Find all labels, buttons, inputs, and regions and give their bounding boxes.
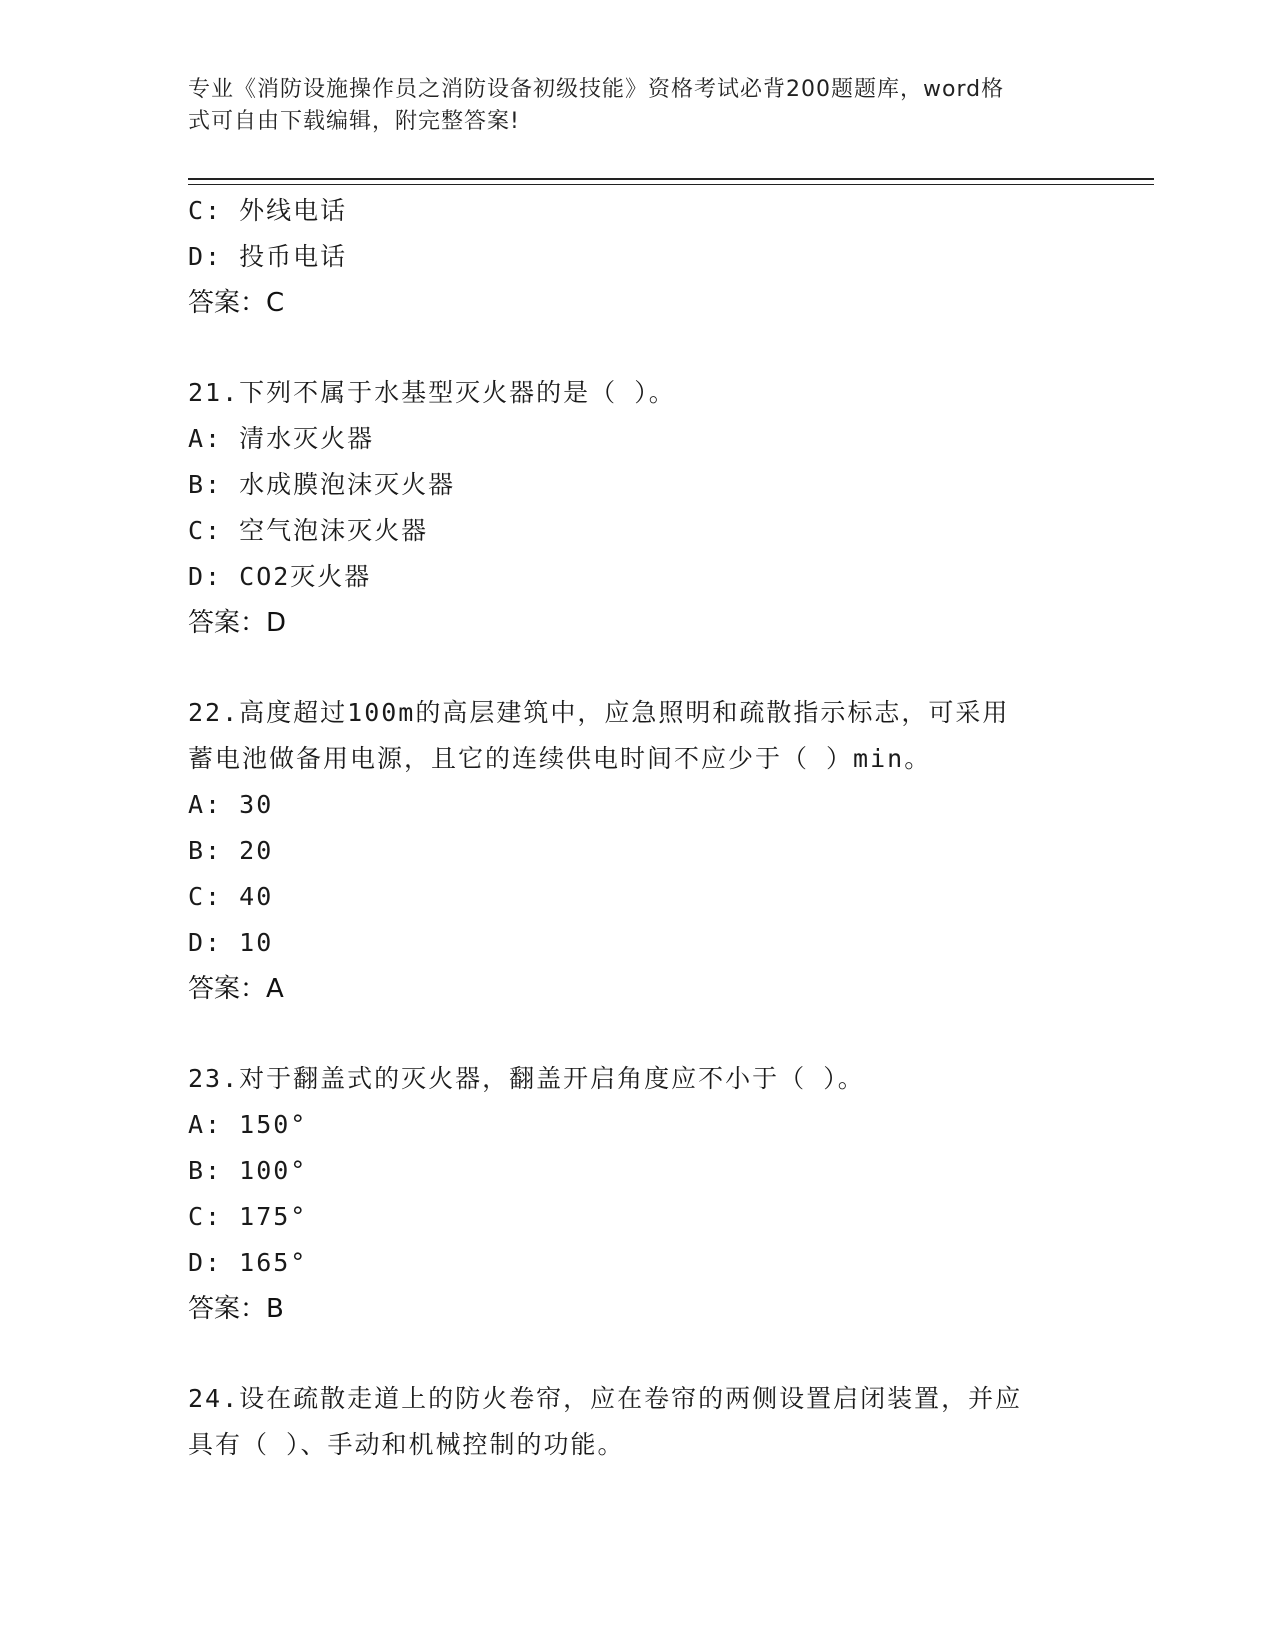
option-a: A: 150° (188, 1110, 308, 1139)
header-line-2: 式可自由下载编辑，附完整答案! (188, 109, 520, 134)
question-stem-line-1: 24.设在疏散走道上的防火卷帘，应在卷帘的两侧设置启闭装置，并应 (188, 1384, 1023, 1413)
spacer (188, 326, 1088, 370)
option-a: A: 清水灭火器 (188, 424, 375, 453)
answer-line: 答案：A (188, 974, 284, 1004)
spacer (188, 1012, 1088, 1056)
spacer (188, 1332, 1088, 1376)
option-b: B: 20 (188, 836, 274, 865)
header-rule-thick (188, 178, 1154, 180)
question-stem-line-2: 蓄电池做备用电源，且它的连续供电时间不应少于（ ）min。 (188, 744, 932, 773)
question-block-22 (188, 690, 1088, 1012)
answer-line: 答案：B (188, 1294, 284, 1324)
header-rule-thin (188, 184, 1154, 185)
option-a: A: 30 (188, 790, 274, 819)
spacer (188, 646, 1088, 690)
option-c: C: 175° (188, 1202, 308, 1231)
question-stem: 21.下列不属于水基型灭火器的是（ ）。 (188, 378, 676, 407)
question-block-24 (188, 1376, 1088, 1468)
option-b: B: 100° (188, 1156, 308, 1185)
document-body (188, 188, 1088, 1468)
question-stem-line-2: 具有（ ）、手动和机械控制的功能。 (188, 1430, 625, 1459)
question-block-23 (188, 1056, 1088, 1332)
question-stem-line-1: 22.高度超过100m的高层建筑中，应急照明和疏散指示标志，可采用 (188, 698, 1010, 727)
answer-line: 答案：C (188, 288, 285, 318)
header-line-1: 专业《消防设施操作员之消防设备初级技能》资格考试必背200题题库，word格 (188, 77, 1005, 102)
option-b: B: 水成膜泡沫灭火器 (188, 470, 456, 499)
option-d: D: CO2灭火器 (188, 562, 372, 591)
question-block-21 (188, 370, 1088, 646)
option-d: D: 165° (188, 1248, 308, 1277)
option-d: D: 投币电话 (188, 242, 348, 271)
option-d: D: 10 (188, 928, 274, 957)
option-c: C: 40 (188, 882, 274, 911)
document-header (188, 74, 1068, 138)
question-block-20 (188, 188, 1088, 326)
question-stem: 23.对于翻盖式的灭火器，翻盖开启角度应不小于（ ）。 (188, 1064, 865, 1093)
option-c: C: 外线电话 (188, 196, 348, 225)
answer-line: 答案：D (188, 608, 287, 638)
option-c: C: 空气泡沫灭火器 (188, 516, 429, 545)
